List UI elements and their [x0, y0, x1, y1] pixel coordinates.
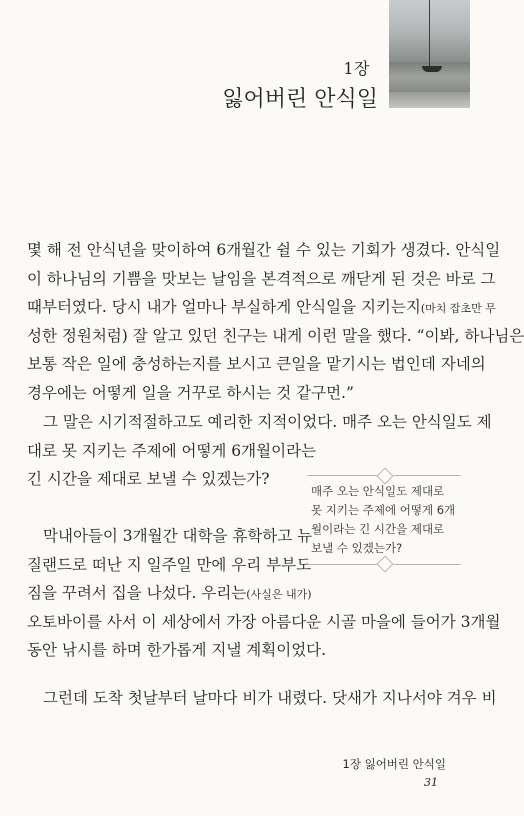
text-line	[27, 579, 455, 608]
text-line: 이 하나님의 기쁨을 맛보는 날임을 본격적으로 깨닫게 된 것은 바로 그	[27, 269, 496, 288]
text-line-part: 때부터였다. 당시 내가 얼마나 부실하게 안식일을 지키는지	[27, 298, 421, 316]
chapter-photo	[389, 0, 470, 108]
chapter-number: 1장	[343, 59, 370, 78]
text-line: 동안 낚시를 하며 한가롭게 지낼 계획이었다.	[27, 641, 327, 659]
pull-quote-line: 매주 오는 안식일도 제대로	[311, 484, 445, 498]
text-line: 대로 못 지키는 주제에 어떻게 6개월이라는	[27, 441, 317, 460]
text-line: 몇 해 전 안식년을 맞이하여 6개월간 쉴 수 있는 기회가 생겼다. 안식일	[27, 241, 501, 259]
pull-quote-line: 못 지키는 주제에 어떻게 6개	[311, 503, 456, 517]
pull-quote-line: 보낼 수 있겠는가?	[311, 541, 403, 555]
paragraph-4	[27, 684, 497, 713]
aside-note: (사실은 내가)	[246, 588, 312, 601]
text-line	[27, 293, 496, 322]
paragraph-1	[27, 236, 524, 407]
text-line: 그런데 도착 첫날부터 날마다 비가 내렸다. 닷새가 지나서야 겨우 비	[43, 689, 497, 707]
text-line: 보통 작은 일에 충성하는지를 보시고 큰일을 맡기시는 법인데 자네의	[27, 355, 486, 373]
pull-quote-line: 월이라는 긴 시간을 제대로	[311, 522, 445, 536]
pull-quote	[307, 475, 461, 565]
text-line-part: 짐을 꾸려서 집을 나섰다. 우리는	[27, 584, 247, 602]
text-line: 오토바이를 사서 이 세상에서 가장 아름다운 시골 마을에 들어가 3개월	[27, 612, 501, 631]
text-line: 질랜드로 떠난 지 일주일 만에 우리 부부도	[27, 555, 312, 574]
photo-boat-mast	[429, 0, 430, 70]
aside-note: (마치 잡초만 무	[420, 302, 496, 315]
text-line: 막내아들이 3개월간 대학을 휴학하고 뉴	[43, 527, 313, 545]
text-line: 성한 정원처럼) 잘 알고 있던 친구는 내게 이런 말을 했다. “이봐, 하나님은	[27, 326, 524, 345]
text-line: 긴 시간을 제대로 보낼 수 있겠는가?	[27, 470, 270, 488]
chapter-title: 잃어버린 안식일	[222, 87, 378, 112]
photo-boat-hull	[422, 66, 442, 72]
page-number: 31	[424, 776, 438, 789]
text-line: 그 말은 시기적절하고도 예리한 지적이었다. 매주 오는 안식일도 제	[43, 413, 492, 431]
running-title: 1장 잃어버린 안식일	[342, 757, 446, 771]
text-line: 경우에는 어떻게 일을 거꾸로 하시는 것 같구먼.”	[27, 383, 354, 402]
